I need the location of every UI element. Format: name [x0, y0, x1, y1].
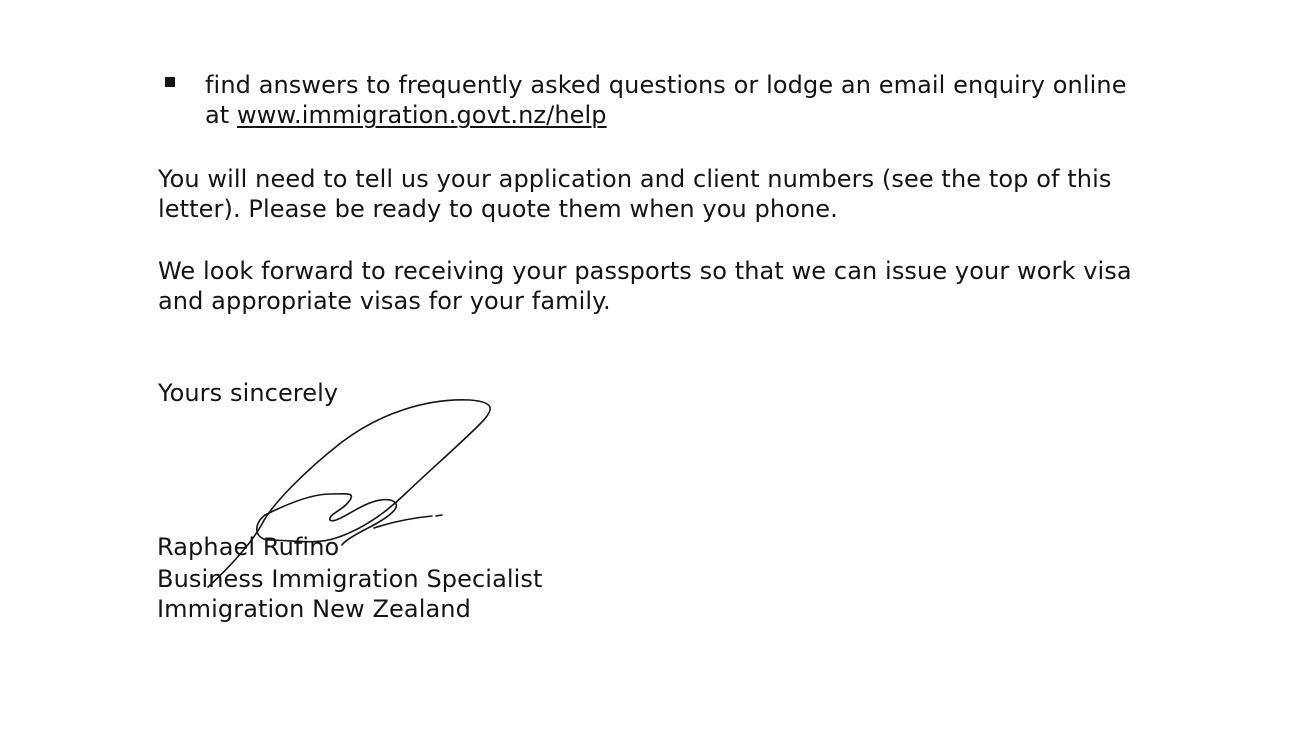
bullet-line-2 — [205, 100, 607, 130]
numbers-paragraph-line-2: letter). Please be ready to quote them when you phone. — [158, 195, 838, 223]
square-bullet-icon — [165, 77, 175, 87]
signatory-name: Raphael Rufino — [157, 533, 340, 561]
bullet-line-1: find answers to frequently asked questions or lodge an email enquiry online — [205, 71, 1127, 99]
passports-paragraph-line-2: and appropriate visas for your family. — [158, 287, 611, 315]
numbers-paragraph-line-1: You will need to tell us your application and client numbers (see the top of this — [158, 165, 1112, 193]
passports-paragraph-line-1: We look forward to receiving your passports so that we can issue your work visa — [158, 257, 1132, 285]
help-link[interactable]: www.immigration.govt.nz/help — [237, 101, 607, 129]
signatory-title: Business Immigration Specialist — [157, 565, 543, 593]
signatory-organization: Immigration New Zealand — [157, 595, 471, 623]
closing-salutation: Yours sincerely — [158, 379, 339, 407]
bullet-line-2-prefix: at — [205, 101, 238, 129]
